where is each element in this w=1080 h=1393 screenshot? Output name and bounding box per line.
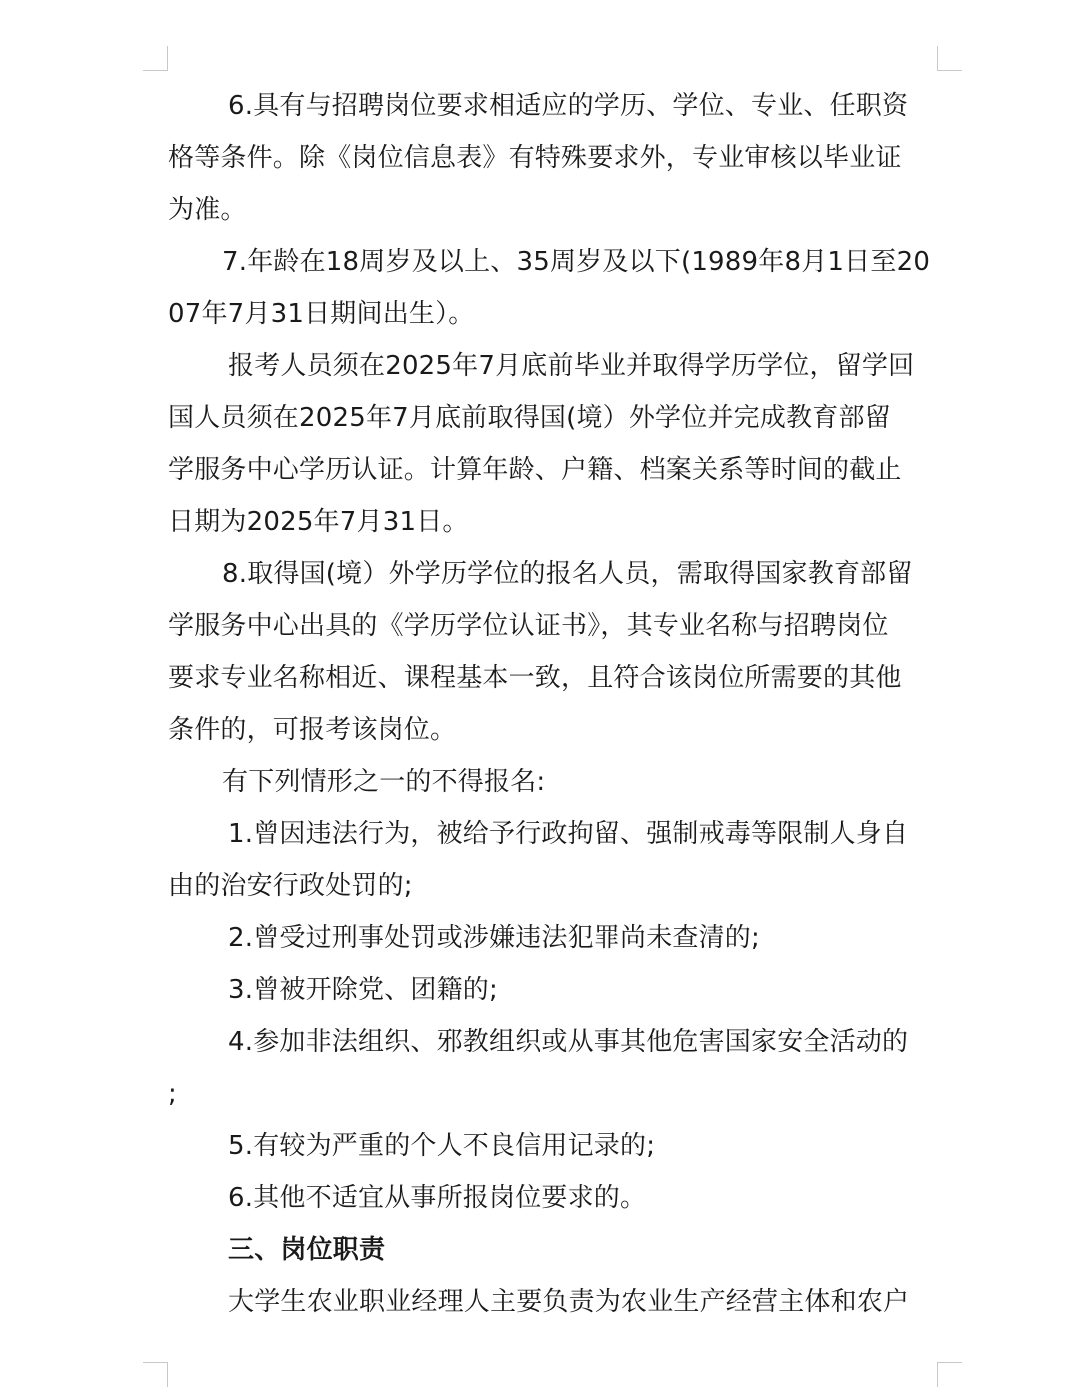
text-line: 5.有较为严重的个人不良信用记录的; [228,1131,656,1161]
text-line: 4.参加非法组织、邪教组织或从事其他危害国家安全活动的 [228,1027,909,1057]
text-line: 学服务中心出具的《学历学位认证书》，其专业名称与招聘岗位 [168,611,889,641]
text-line: 学服务中心学历认证。计算年龄、户籍、档案关系等时间的截止 [168,455,902,485]
text-line: 日期为2025年7月31日。 [168,507,469,537]
text-line: ; [168,1079,177,1109]
text-line: 条件的，可报考该岗位。 [168,715,457,745]
text-line: 7.年龄在18周岁及以上、35周岁及以下(1989年8月1日至20 [222,247,931,277]
section-heading: 三、岗位职责 [228,1235,386,1265]
margin-mark-bottom-left [143,1362,168,1387]
text-line: 6.其他不适宜从事所报岗位要求的。 [228,1183,647,1213]
text-line: 要求专业名称相近、课程基本一致，且符合该岗位所需要的其他 [168,663,902,693]
text-line: 8.取得国(境）外学历学位的报名人员，需取得国家教育部留 [222,559,913,589]
text-line: 大学生农业职业经理人主要负责为农业生产经营主体和农户 [228,1287,910,1317]
text-line: 1.曾因违法行为，被给予行政拘留、强制戒毒等限制人身自 [228,819,909,849]
text-line: 为准。 [168,195,247,225]
text-line: 报考人员须在2025年7月底前毕业并取得学历学位，留学回 [228,351,915,381]
margin-mark-bottom-right [937,1362,962,1387]
text-line: 6.具有与招聘岗位要求相适应的学历、学位、专业、任职资 [228,91,909,121]
text-line: 有下列情形之一的不得报名: [222,767,546,797]
text-line: 国人员须在2025年7月底前取得国(境）外学位并完成教育部留 [168,403,891,433]
text-line: 3.曾被开除党、团籍的; [228,975,498,1005]
text-line: 格等条件。除《岗位信息表》有特殊要求外，专业审核以毕业证 [168,143,902,173]
margin-mark-top-left [143,46,168,71]
margin-mark-top-right [937,46,962,71]
text-line: 07年7月31日期间出生）。 [168,299,475,329]
text-line: 2.曾受过刑事处罚或涉嫌违法犯罪尚未查清的; [228,923,760,953]
text-line: 由的治安行政处罚的; [168,871,413,901]
